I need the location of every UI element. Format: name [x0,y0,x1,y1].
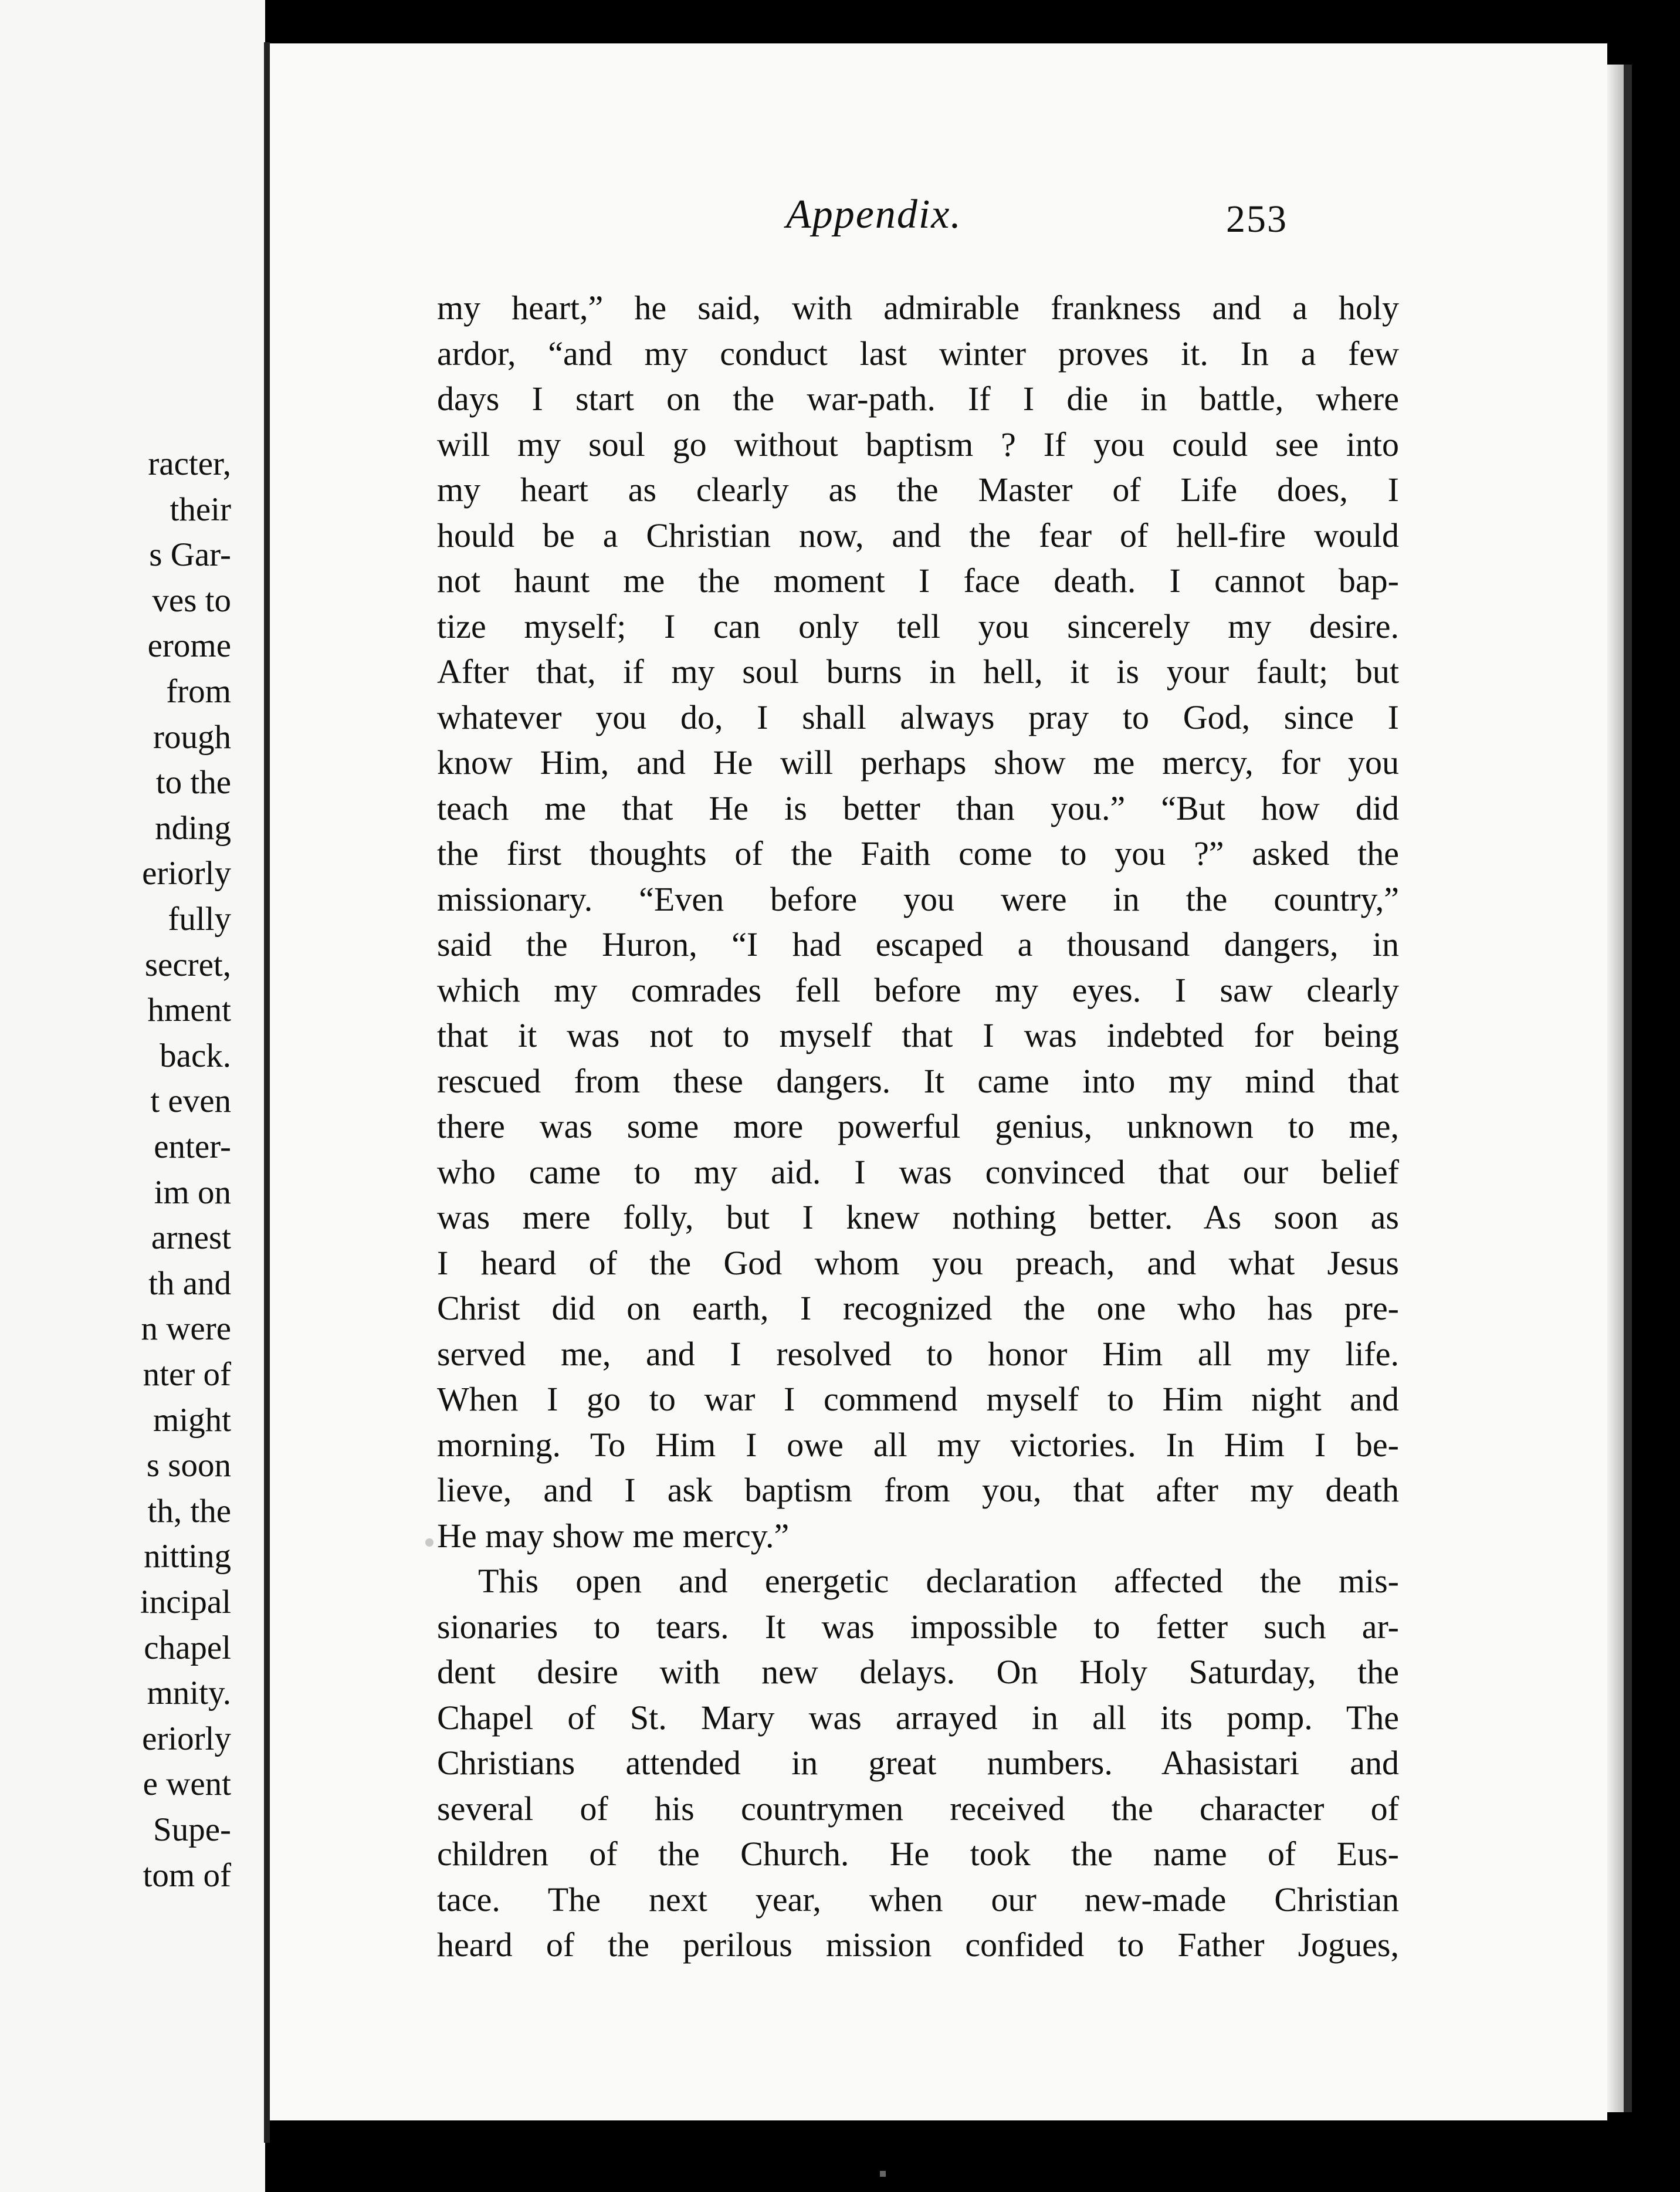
previous-page-line: enter- [154,1128,231,1165]
text-line: Christians attended in great numbers. Ahasistari and [437,1744,1399,1782]
previous-page-line: ves to [152,581,231,619]
previous-page-line: racter, [148,445,231,482]
text-line: whatever you do, I shall always pray to God, since I [437,698,1399,736]
text-line: When I go to war I commend myself to Him night and [437,1380,1399,1418]
text-line: lieve, and I ask baptism from you, that after my death [437,1471,1399,1509]
previous-page-line: might [153,1401,231,1439]
page-body-text [437,285,1399,1968]
previous-page-line: nitting [144,1538,231,1575]
text-line: missionary. “Even before you were in the country,” [437,879,1399,918]
previous-page [0,0,265,2192]
text-line: several of his countrymen received the character of [437,1789,1399,1828]
previous-page-line: to the [155,764,231,801]
text-line: After that, if my soul burns in hell, it is your fault; but [437,652,1399,691]
running-head: Appendix. [786,192,962,237]
previous-page-line: n were [141,1310,231,1348]
text-line: was mere folly, but I knew nothing better. As soon as [437,1198,1399,1236]
previous-page-line: arnest [151,1219,231,1257]
page-edge-shadow [1624,65,1632,2112]
previous-page-line: mnity. [147,1675,231,1712]
text-line: tace. The next year, when our new-made Christian [437,1880,1399,1919]
text-line: not haunt me the moment I face death. I cannot bap- [437,561,1399,600]
previous-page-line: chapel [144,1629,231,1666]
text-line: children of the Church. He took the name of Eus- [437,1835,1399,1873]
text-line: morning. To Him I owe all my victories. In Him I be- [437,1425,1399,1464]
text-line: said the Huron, “I had escaped a thousand dangers, in [437,925,1399,963]
text-line: hould be a Christian now, and the fear of hell-fire would [437,516,1399,554]
text-line: rescued from these dangers. It came into my mind that [437,1061,1399,1100]
text-line: served me, and I resolved to honor Him all my life. [437,1334,1399,1373]
previous-page-line: rough [153,718,231,756]
text-line: teach me that He is better than you.” “But how did [437,789,1399,827]
text-line: that it was not to myself that I was indebted for being [437,1016,1399,1054]
text-line: I heard of the God whom you preach, and what Jesus [437,1243,1399,1282]
previous-page-line: tom of [143,1856,231,1894]
previous-page-line: im on [154,1173,231,1211]
previous-page-line: th and [148,1264,231,1302]
previous-page-line: eriorly [142,1720,231,1757]
previous-page-line: s Gar- [149,536,231,574]
text-line: This open and energetic declaration affected the mis- [478,1562,1399,1600]
previous-page-line: incipal [140,1584,231,1621]
previous-page-line: th, the [147,1492,231,1530]
text-line: tize myself; I can only tell you sincerely my desire. [437,607,1399,645]
text-line: will my soul go without baptism ? If you could see into [437,425,1399,464]
text-line: days I start on the war-path. If I die in battle, where [437,380,1399,418]
text-line: Chapel of St. Mary was arrayed in all its pomp. The [437,1698,1399,1737]
text-line: heard of the perilous mission confided to Father Jogues, [437,1926,1399,1964]
previous-page-line: nding [155,809,231,847]
previous-page-line: from [166,673,231,710]
text-line: ardor, “and my conduct last winter proves it. In a few [437,334,1399,373]
scan-artifact [880,2171,886,2177]
text-line: dent desire with new delays. On Holy Saturday, the [437,1653,1399,1691]
previous-page-line: s soon [146,1447,231,1484]
text-line: there was some more powerful genius, unknown to me, [437,1107,1399,1145]
text-line: my heart as clearly as the Master of Life does, I [437,471,1399,509]
previous-page-line: eriorly [142,855,231,892]
text-line: the first thoughts of the Faith come to you ?” asked the [437,834,1399,872]
previous-page-line: t even [150,1083,231,1120]
previous-page-line: e went [143,1765,231,1803]
text-line: He may show me mercy.” [437,1516,790,1555]
previous-page-line: secret, [144,946,231,983]
previous-page-line: fully [168,901,231,938]
previous-page-line: Supe- [153,1811,231,1848]
text-line: Christ did on earth, I recognized the one who has pre- [437,1289,1399,1327]
previous-page-line: their [170,491,231,528]
text-line: my heart,” he said, with admirable frankness and a holy [437,289,1399,327]
page-number: 253 [1226,198,1288,241]
book-gutter [264,42,270,2143]
text-line: which my comrades fell before my eyes. I saw clearly [437,970,1399,1009]
previous-page-line: hment [147,992,231,1029]
previous-page-line: erome [147,627,231,665]
previous-page-line: nter of [143,1356,231,1393]
previous-page-line: back. [160,1037,231,1074]
text-line: sionaries to tears. It was impossible to fetter such ar- [437,1607,1399,1646]
current-page [270,43,1607,2120]
text-line: who came to my aid. I was convinced that our belief [437,1152,1399,1191]
stray-ink-mark [425,1538,433,1547]
text-line: know Him, and He will perhaps show me mercy, for you [437,743,1399,782]
